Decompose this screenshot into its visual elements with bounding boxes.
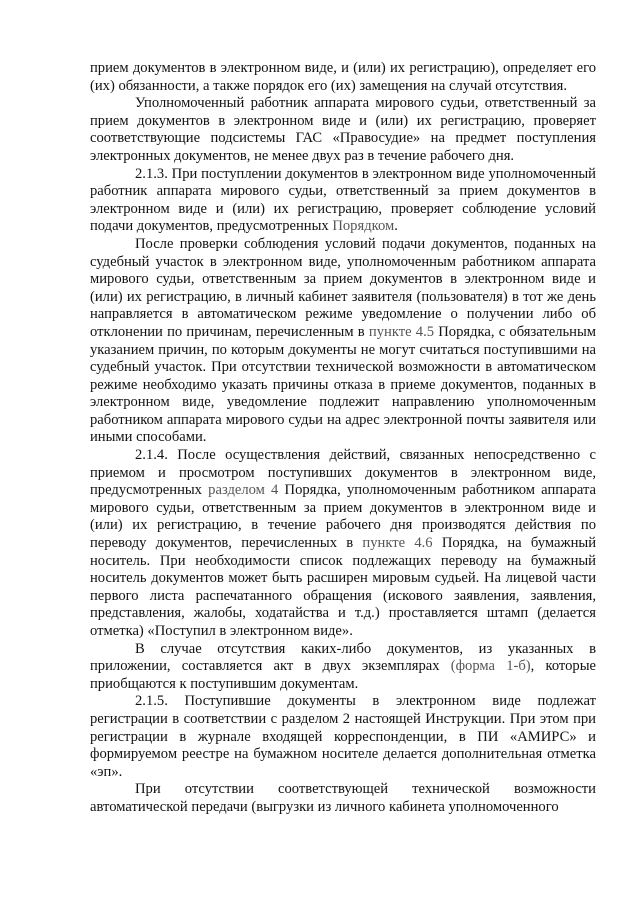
- paragraph-text: Порядка, на бумажный носитель. При необходимости список подлежащих переводу на бумажный носитель документов может быть расширен мировым судьей. На лицевой части первого листа распечатанного обращения (искового заявления, заявления, представления, жалобы, ходатайства и т.д.) проставляется штамп (делается отметка) «Поступил в электронном виде».: [90, 535, 597, 639]
- section-4-link[interactable]: разделом 4: [208, 482, 279, 499]
- paragraph-text: В случае отсутствия каких-либо документов, из указанных в приложении, составляется акт в двух экземплярах: [90, 640, 596, 675]
- paragraph-no-technical-capability: [90, 781, 596, 816]
- paragraph-text: При отсутствии соответствующей технической возможности автоматической передачи (выгрузки из личного кабинета уполномоченного: [90, 781, 596, 815]
- paragraph-text: После проверки соблюдения условий подачи документов, поданных на судебный участок в электронном виде, уполномоченным работником аппарата мирового судьи, ответственным за прием документов в электронном виде и (или) их регистрацию, в личный кабинет заявителя (пользователя) в тот же день направляется в автоматическом режиме уведомление о получении либо об отклонении по причинам, перечисленным в: [90, 235, 596, 340]
- paragraph-authorized-officer-checks: [90, 95, 596, 165]
- procedure-link[interactable]: Порядком: [332, 218, 395, 235]
- paragraph-missing-documents: [90, 641, 596, 694]
- paragraph-text: Порядка, уполномоченным работником аппарата мирового судьи, ответственным за прием документов в электронном виде и (или) их регистрацию, в течение рабочего дня производятся действия по переводу документов, перечисленных в: [90, 482, 596, 552]
- form-1b-link[interactable]: (форма 1-б): [450, 658, 531, 675]
- paragraph-2-1-5: [90, 693, 596, 781]
- paragraph-continuation: [90, 60, 596, 95]
- clause-4-5-link[interactable]: пункте 4.5: [368, 323, 435, 340]
- paragraph-text: .: [394, 218, 398, 235]
- paragraph-text: прием документов в электронном виде, и (или) их регистрацию), определяет его (их) обязанности, а также порядок его (их) замещения на случай отсутствия.: [90, 60, 596, 94]
- paragraph-text: Уполномоченный работник аппарата мирового судьи, ответственный за прием документов в электронном виде и (или) их регистрацию, проверяет соответствующие подсистемы ГАС «Правосудие» на предмет поступления электронных документов, не менее двух раз в течение рабочего дня.: [90, 95, 596, 164]
- paragraph-notification: [90, 236, 596, 447]
- paragraph-text: Порядка, с обязательным указанием причин, по которым документы не могут считаться поступившими на судебный участок. При отсутствии технической возможности в автоматическом режиме необходимо указать причины отказа в приеме документов, поданных в электронном виде, уведомление подлежит направлению уполномоченным работником аппарата мирового судьи на адрес электронной почты заявителя или иными способами.: [90, 323, 596, 446]
- clause-4-6-link[interactable]: пункте 4.6: [362, 535, 433, 552]
- paragraph-text: 2.1.5. Поступившие документы в электронном виде подлежат регистрации в соответствии с разделом 2 настоящей Инструкции. При этом при регистрации в журнале входящей корреспонденции, в ПИ «АМИРС» и формируемом реестре на бумажном носителе делается дополнительная отметка «эп».: [90, 693, 596, 780]
- paragraph-text: 2.1.4. После осуществления действий, связанных непосредственно с приемом и просмотром поступивших документов в электронном виде, предусмотренных: [90, 447, 596, 499]
- paragraph-2-1-3: [90, 166, 596, 236]
- paragraph-2-1-4: [90, 447, 596, 641]
- document-body: [90, 60, 596, 817]
- paragraph-text: , которые приобщаются к поступившим документам.: [90, 658, 596, 692]
- paragraph-text: 2.1.3. При поступлении документов в электронном виде уполномоченный работник аппарата мирового судьи, ответственный за прием документов в электронном виде и (или) их регистрацию, проверяет соблюдение условий подачи документов, предусмотренных: [90, 165, 596, 235]
